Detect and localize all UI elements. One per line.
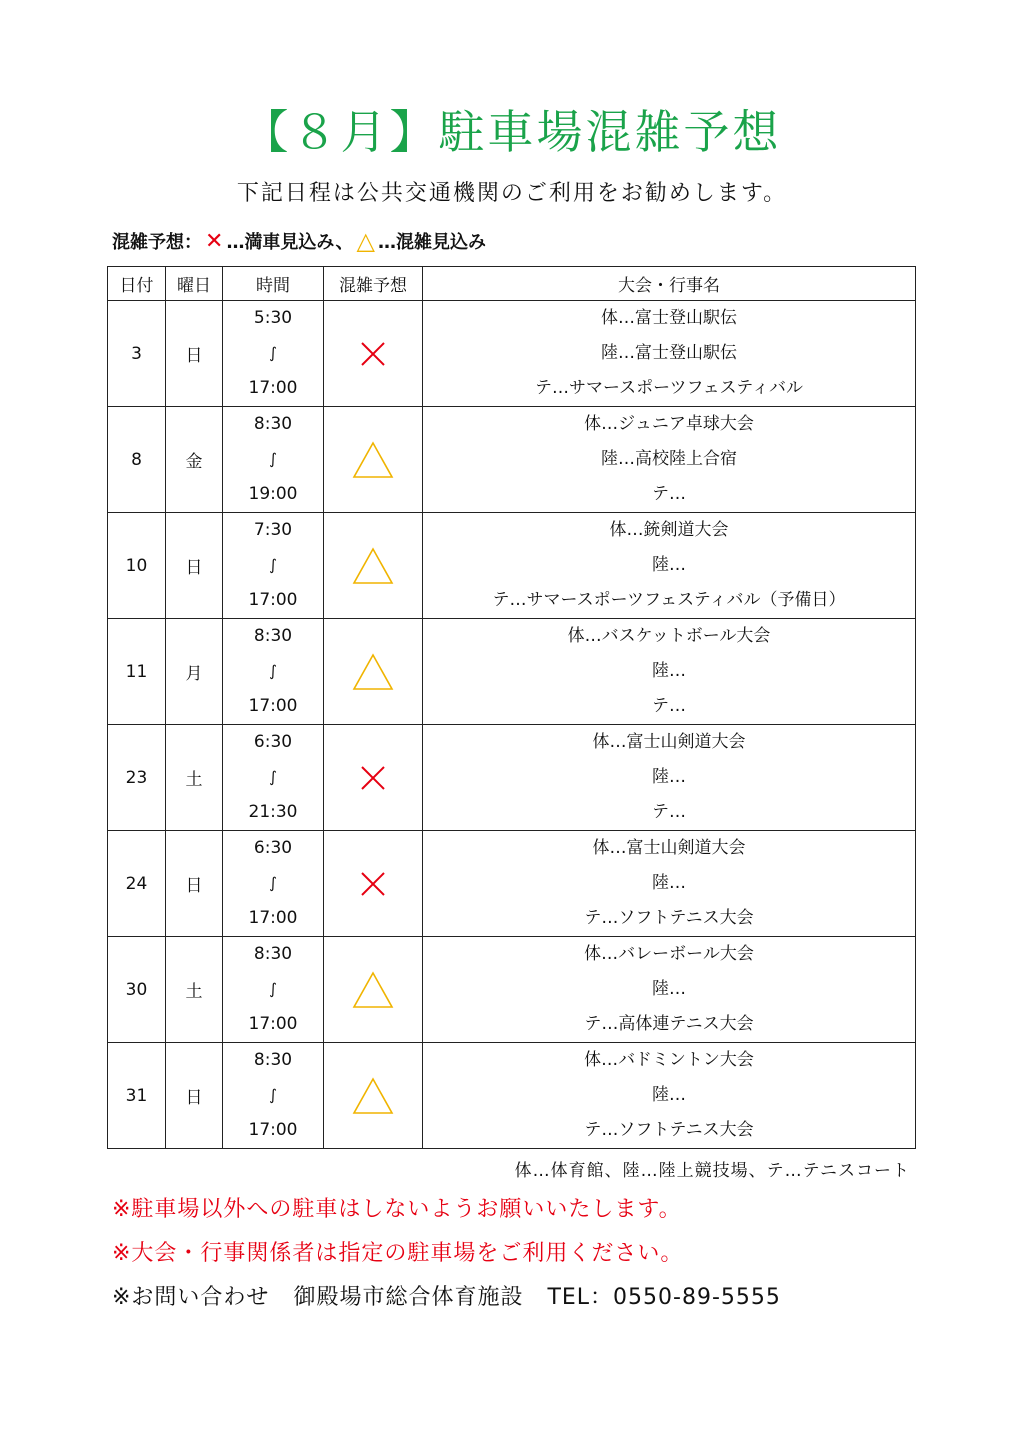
day-cell: 日 xyxy=(166,831,223,937)
event-line: テ…高体連テニス大会 xyxy=(584,1014,754,1034)
subtitle: 下記日程は公共交通機関のご利用をお勧めします。 xyxy=(236,181,788,206)
legend-busy-text: …混雑見込み xyxy=(378,232,486,253)
table-row xyxy=(108,619,916,725)
date-cell: 8 xyxy=(108,407,166,513)
range-separator: ∫ xyxy=(269,556,277,574)
header-date: 日付 xyxy=(108,267,166,301)
table-row xyxy=(108,513,916,619)
table-row xyxy=(108,1043,916,1149)
event-line: 体…銃剣道大会 xyxy=(609,520,729,540)
start-time: 8:30 xyxy=(253,626,293,646)
date-cell: 24 xyxy=(108,831,166,937)
end-time: 17:00 xyxy=(248,908,298,928)
inquiry-label: ※お問い合わせ xyxy=(112,1285,270,1310)
forecast-cell xyxy=(324,513,423,619)
forecast-cell xyxy=(324,407,423,513)
event-line: 陸… xyxy=(652,555,686,575)
triangle-mark-icon: △ xyxy=(356,227,375,255)
legend xyxy=(112,227,486,255)
date-cell: 11 xyxy=(108,619,166,725)
time-cell xyxy=(223,937,324,1043)
cross-mark-icon xyxy=(351,334,395,374)
event-line: 陸… xyxy=(652,1085,686,1105)
header-time: 時間 xyxy=(223,267,324,301)
table-row xyxy=(108,725,916,831)
events-cell xyxy=(423,831,916,937)
day-cell: 日 xyxy=(166,1043,223,1149)
forecast-cell xyxy=(324,301,423,407)
legend-full-text: …満車見込み、 xyxy=(226,232,354,253)
events-cell xyxy=(423,937,916,1043)
date-cell: 23 xyxy=(108,725,166,831)
time-cell xyxy=(223,725,324,831)
event-line: テ…サマースポーツフェスティバル xyxy=(535,378,803,398)
events-cell xyxy=(423,1043,916,1149)
forecast-cell xyxy=(324,937,423,1043)
triangle-mark-icon xyxy=(351,546,395,586)
event-line: 体…バスケットボール大会 xyxy=(567,626,771,646)
start-time: 8:30 xyxy=(253,1050,293,1070)
day-cell: 土 xyxy=(166,725,223,831)
start-time: 8:30 xyxy=(253,414,293,434)
event-line: 陸… xyxy=(652,873,686,893)
events-cell xyxy=(423,301,916,407)
time-cell xyxy=(223,407,324,513)
start-time: 8:30 xyxy=(253,944,293,964)
event-line: テ…ソフトテニス大会 xyxy=(584,908,754,928)
table-row xyxy=(108,301,916,407)
day-cell: 土 xyxy=(166,937,223,1043)
triangle-mark-icon xyxy=(351,440,395,480)
event-line: テ… xyxy=(652,802,686,822)
note-inquiry xyxy=(112,1280,781,1311)
table-row xyxy=(108,831,916,937)
venue-footnote: 体…体育館、陸…陸上競技場、テ…テニスコート xyxy=(514,1161,910,1181)
legend-label: 混雑予想： xyxy=(112,232,202,253)
forecast-cell xyxy=(324,1043,423,1149)
date-cell: 31 xyxy=(108,1043,166,1149)
event-line: 体…ジュニア卓球大会 xyxy=(584,414,754,434)
end-time: 17:00 xyxy=(248,1120,298,1140)
triangle-mark-icon xyxy=(351,970,395,1010)
page-title: 【８月】駐車場混雑予想 xyxy=(242,105,782,159)
schedule-table xyxy=(107,266,916,1149)
events-cell xyxy=(423,407,916,513)
date-cell: 30 xyxy=(108,937,166,1043)
time-cell xyxy=(223,513,324,619)
start-time: 7:30 xyxy=(253,520,293,540)
end-time: 21:30 xyxy=(248,802,298,822)
inquiry-org: 御殿場市総合体育施設 xyxy=(293,1285,524,1310)
time-cell xyxy=(223,1043,324,1149)
header-day: 曜日 xyxy=(166,267,223,301)
date-cell: 10 xyxy=(108,513,166,619)
forecast-cell xyxy=(324,725,423,831)
range-separator: ∫ xyxy=(269,1086,277,1104)
day-cell: 月 xyxy=(166,619,223,725)
events-cell xyxy=(423,513,916,619)
event-line: テ…ソフトテニス大会 xyxy=(584,1120,754,1140)
range-separator: ∫ xyxy=(269,768,277,786)
range-separator: ∫ xyxy=(269,980,277,998)
day-cell: 日 xyxy=(166,513,223,619)
events-cell xyxy=(423,619,916,725)
table-header-row xyxy=(108,267,916,301)
end-time: 17:00 xyxy=(248,590,298,610)
event-line: テ…サマースポーツフェスティバル（予備日） xyxy=(492,590,846,610)
event-line: 陸… xyxy=(652,661,686,681)
range-separator: ∫ xyxy=(269,662,277,680)
start-time: 6:30 xyxy=(253,732,293,752)
event-line: 陸… xyxy=(652,767,686,787)
start-time: 5:30 xyxy=(253,308,293,328)
triangle-mark-icon xyxy=(351,1076,395,1116)
triangle-mark-icon xyxy=(351,652,395,692)
start-time: 6:30 xyxy=(253,838,293,858)
table-row xyxy=(108,407,916,513)
event-line: 陸… xyxy=(652,979,686,999)
event-line: 体…バドミントン大会 xyxy=(584,1050,754,1070)
event-line: 体…バレーボール大会 xyxy=(584,944,754,964)
time-cell xyxy=(223,301,324,407)
event-line: 陸…富士登山駅伝 xyxy=(601,343,737,363)
header-forecast: 混雑予想 xyxy=(324,267,423,301)
time-cell xyxy=(223,831,324,937)
forecast-cell xyxy=(324,619,423,725)
note-no-parking: ※駐車場以外への駐車はしないようお願いいたします。 xyxy=(112,1197,682,1222)
end-time: 19:00 xyxy=(248,484,298,504)
end-time: 17:00 xyxy=(248,1014,298,1034)
cross-mark-icon xyxy=(351,864,395,904)
event-line: テ… xyxy=(652,484,686,504)
date-cell: 3 xyxy=(108,301,166,407)
event-line: 体…富士山剣道大会 xyxy=(592,838,746,858)
table-row xyxy=(108,937,916,1043)
forecast-cell xyxy=(324,831,423,937)
cross-mark-icon xyxy=(351,758,395,798)
end-time: 17:00 xyxy=(248,696,298,716)
cross-mark-icon: ✕ xyxy=(205,228,224,254)
inquiry-tel: TEL：0550-89-5555 xyxy=(547,1285,781,1310)
event-line: 体…富士登山駅伝 xyxy=(601,308,737,328)
events-cell xyxy=(423,725,916,831)
range-separator: ∫ xyxy=(269,450,277,468)
note-designated-parking: ※大会・行事関係者は指定の駐車場をご利用ください。 xyxy=(112,1241,684,1266)
end-time: 17:00 xyxy=(248,378,298,398)
range-separator: ∫ xyxy=(269,344,277,362)
event-line: 体…富士山剣道大会 xyxy=(592,732,746,752)
day-cell: 日 xyxy=(166,301,223,407)
header-events: 大会・行事名 xyxy=(423,267,916,301)
day-cell: 金 xyxy=(166,407,223,513)
event-line: 陸…高校陸上合宿 xyxy=(601,449,737,469)
time-cell xyxy=(223,619,324,725)
event-line: テ… xyxy=(652,696,686,716)
range-separator: ∫ xyxy=(269,874,277,892)
